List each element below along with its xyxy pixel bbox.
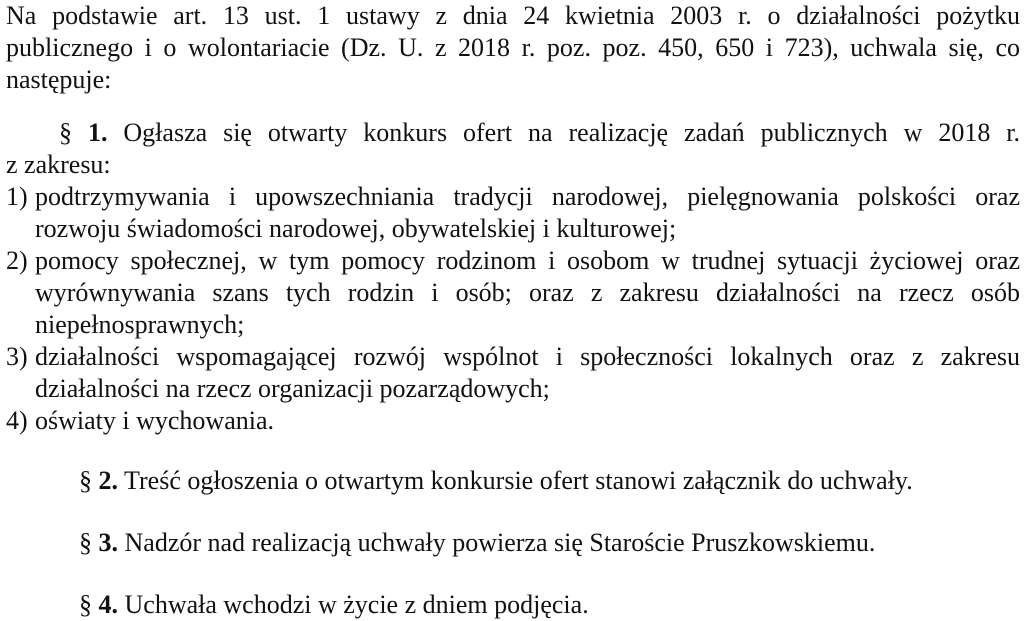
scope-list	[6, 181, 1020, 437]
list-marker: 2)	[6, 246, 28, 275]
paragraph-3-text: Nadzór nad realizacją uchwały powierza się Staroście Pruszkowskiemu.	[124, 528, 876, 557]
section-symbol: §	[79, 590, 92, 619]
intro-paragraph	[6, 0, 1020, 96]
paragraph-1-continuation: z zakresu:	[6, 150, 111, 179]
list-item	[6, 405, 1020, 437]
section-symbol: §	[79, 466, 92, 495]
section-number: 4.	[98, 590, 118, 619]
list-item	[6, 181, 1020, 245]
list-item-line: niepełnosprawnych;	[35, 310, 245, 339]
list-item-line: oświaty i wychowania.	[35, 406, 275, 435]
list-item-line: działalności wspomagającej rozwój wspólnot i społeczności lokalnych oraz z zakresu	[35, 342, 1020, 371]
section-symbol: §	[59, 118, 72, 147]
paragraph-3	[79, 527, 875, 559]
paragraph-2-text: Treść ogłoszenia o otwartym konkursie ofert stanowi załącznik do uchwały.	[124, 466, 913, 495]
section-number: 2.	[98, 466, 118, 495]
paragraph-1-text: Ogłasza się otwarty konkurs ofert na realizację zadań publicznych w 2018 r.	[123, 118, 1021, 147]
paragraph-1-first-line	[6, 117, 1020, 149]
paragraph-4-text: Uchwała wchodzi w życie z dniem podjęcia.	[124, 590, 589, 619]
intro-line: Na podstawie art. 13 ust. 1 ustawy z dnia 24 kwietnia 2003 r. o działalności pożytku	[6, 1, 1020, 30]
list-item-line: działalności na rzecz organizacji pozarządowych;	[35, 374, 550, 403]
list-item-line: podtrzymywania i upowszechniania tradycji narodowej, pielęgnowania polskości oraz	[35, 182, 1020, 211]
section-number: 1.	[87, 118, 108, 147]
intro-line: następuje:	[6, 65, 112, 94]
list-marker: 3)	[6, 342, 28, 371]
list-item-line: rozwoju świadomości narodowej, obywatelskiej i kulturowej;	[35, 214, 677, 243]
paragraph-2	[79, 465, 913, 497]
list-marker: 1)	[6, 182, 28, 211]
section-symbol: §	[79, 528, 92, 557]
section-number: 3.	[98, 528, 118, 557]
intro-line: publicznego i o wolontariacie (Dz. U. z 2018 r. poz. poz. 450, 650 i 723), uchwala się, co	[6, 33, 1020, 62]
paragraph-1	[6, 117, 1020, 181]
list-item	[6, 245, 1020, 341]
list-item-line: wyrównywania szans tych rodzin i osób; oraz z zakresu działalności na rzecz osób	[35, 278, 1020, 307]
list-item	[6, 341, 1020, 405]
list-item-line: pomocy społecznej, w tym pomocy rodzinom i osobom w trudnej sytuacji życiowej oraz	[35, 246, 1020, 275]
list-marker: 4)	[6, 406, 28, 435]
paragraph-4	[79, 589, 589, 621]
